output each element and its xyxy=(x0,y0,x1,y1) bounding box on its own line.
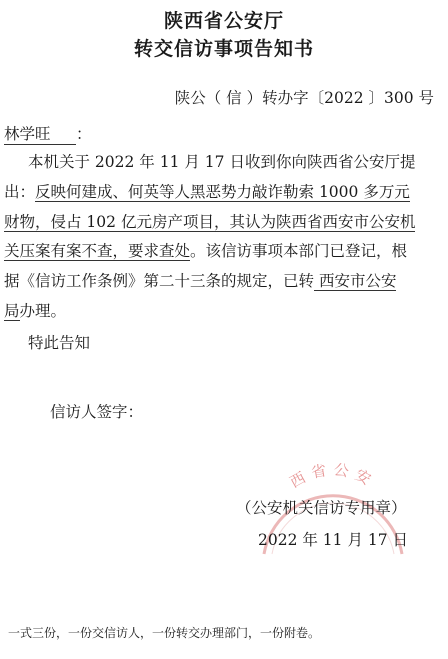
notice-text: 特此告知 xyxy=(28,334,91,352)
body-line-4 xyxy=(4,239,407,261)
body-line-1 xyxy=(28,150,415,172)
transfer-target-underlined: 西安市公安 xyxy=(314,272,397,290)
complaint-text-underlined: 关压案有案不查，要求查处 xyxy=(4,242,191,260)
body-text: 。该信访事项本部门已登记，根 xyxy=(190,242,408,260)
body-line-2 xyxy=(4,180,410,202)
body-line-3 xyxy=(4,210,415,232)
footer-note: 一式三份，一份交信访人，一份转交办理部门，一份附卷。 xyxy=(8,626,321,640)
addressee xyxy=(4,122,92,145)
transfer-target-underlined: 局 xyxy=(4,302,20,320)
stamp-label: （公安机关信访专用章） xyxy=(236,499,407,517)
document-date: 2022 年 11 月 17 日 xyxy=(258,531,409,549)
body-text: 本机关于 2022 年 11 月 17 日收到你向陕西省公安厅提 xyxy=(28,153,416,171)
body-text: 据《信访工作条例》第二十三条的规定，已转 xyxy=(4,272,315,290)
body-line-6 xyxy=(4,299,66,321)
addressee-name: 林学旺 xyxy=(4,122,76,145)
signature-label: 信访人签字： xyxy=(50,403,144,421)
complaint-text-underlined: 财物，侵占 102 亿元房产项目，其认为陕西省西安市公安机 xyxy=(4,213,416,231)
document-title-line2: 转交信访事项告知书 xyxy=(133,38,314,60)
seal-text: 西省公安 xyxy=(286,460,380,492)
addressee-colon: ： xyxy=(76,125,92,143)
body-text: 出： xyxy=(4,183,36,201)
svg-text:西省公安 xyxy=(287,460,379,491)
body-text: 办理。 xyxy=(19,302,67,320)
document-number: 陕公（ 信 ）转办字〔2022 〕300 号 xyxy=(174,89,434,107)
body-line-5 xyxy=(4,269,396,291)
complaint-text-underlined: 反映何建成、何英等人黑恶势力敲诈勒索 1000 多万元 xyxy=(35,183,410,201)
document-title-line1: 陕西省公安厅 xyxy=(163,10,284,32)
